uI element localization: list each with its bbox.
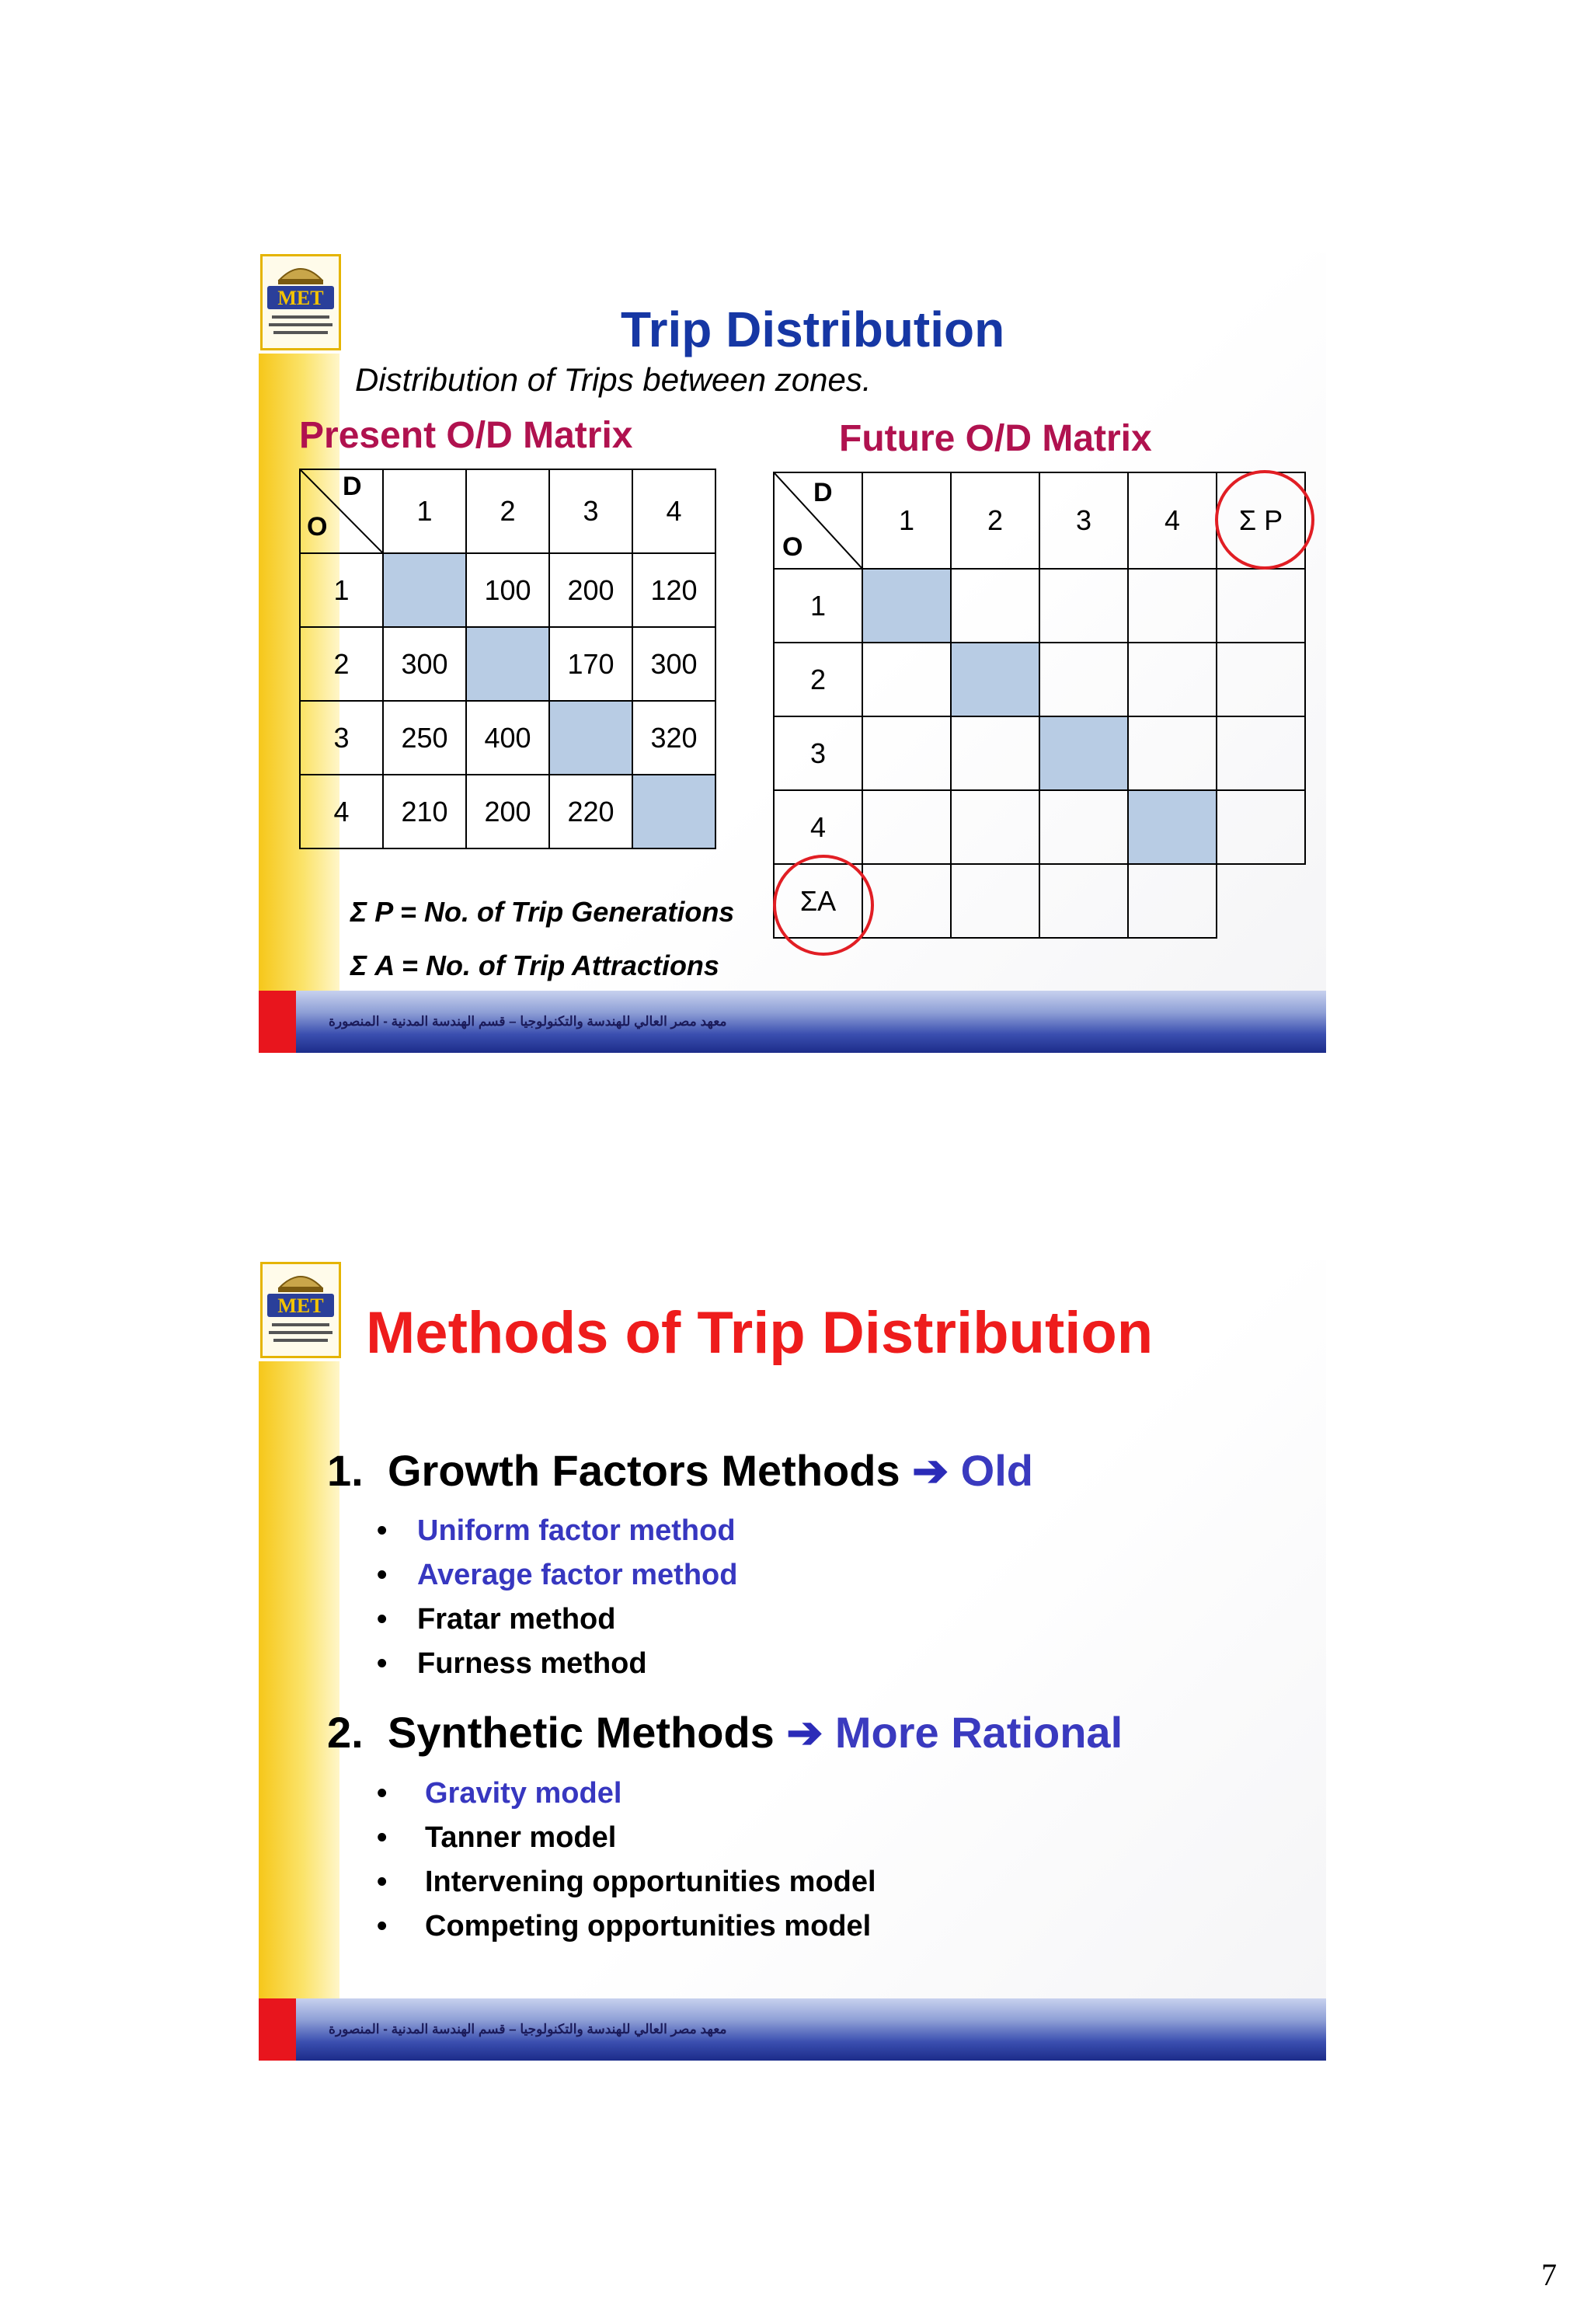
matrix-cell: 320 [632, 701, 715, 775]
diagonal-cell [1128, 790, 1217, 864]
sum-p-circle [1215, 470, 1314, 570]
list-item [377, 1821, 876, 1866]
matrix-cell [862, 643, 951, 716]
matrix-cell [1039, 569, 1128, 643]
item-label: Fratar method [417, 1603, 616, 1636]
matrix-corner [300, 469, 383, 553]
matrix-cell: 400 [466, 701, 549, 775]
item-label: Gravity model [425, 1777, 622, 1810]
matrix-cell: 200 [466, 775, 549, 848]
matrix-cell: 250 [383, 701, 466, 775]
row-header: 3 [774, 716, 862, 790]
matrix-cell [951, 716, 1039, 790]
method-tag: Old [960, 1446, 1033, 1495]
column-header: 2 [466, 469, 549, 553]
row-header: 4 [774, 790, 862, 864]
column-header: 3 [1039, 472, 1128, 569]
row-header: 3 [300, 701, 383, 775]
row-header: 2 [300, 627, 383, 701]
sum-a-circle [773, 855, 874, 956]
present-od-matrix [299, 469, 716, 849]
matrix-cell: 210 [383, 775, 466, 848]
matrix-cell [862, 864, 951, 938]
growth-factor-list [377, 1514, 737, 1692]
list-item [377, 1603, 737, 1647]
item-label: Uniform factor method [417, 1514, 736, 1547]
matrix-cell [1128, 716, 1217, 790]
method-number: 1. [327, 1446, 364, 1495]
method-heading-growth-factors [327, 1445, 1033, 1496]
item-label: Intervening opportunities model [425, 1866, 876, 1898]
matrix-cell [1217, 643, 1305, 716]
matrix-cell: 300 [383, 627, 466, 701]
column-header: 3 [549, 469, 632, 553]
matrix-cell: 120 [632, 553, 715, 627]
page-number: 7 [1541, 2257, 1557, 2292]
corner-d-label: D [343, 472, 362, 501]
column-header: 1 [383, 469, 466, 553]
diagonal-cell [951, 643, 1039, 716]
empty-corner [1217, 864, 1305, 938]
matrix-cell [1217, 716, 1305, 790]
met-logo [260, 1262, 341, 1358]
matrix-cell: 220 [549, 775, 632, 848]
footer-red-block [259, 991, 296, 1053]
matrix-cell [1128, 569, 1217, 643]
bullet-icon: • [377, 1910, 388, 1942]
column-header: 4 [632, 469, 715, 553]
logo-text: MET [277, 287, 324, 309]
matrix-cell: 100 [466, 553, 549, 627]
row-header: 2 [774, 643, 862, 716]
list-item [377, 1647, 737, 1692]
row-header: 1 [300, 553, 383, 627]
item-label: Competing opportunities model [425, 1910, 872, 1942]
arrow-icon: ➔ [912, 1446, 949, 1495]
bullet-icon: • [377, 1603, 388, 1636]
list-item [377, 1777, 876, 1821]
side-bar [259, 1260, 339, 2061]
matrix-cell [1039, 790, 1128, 864]
corner-o-label: O [782, 532, 803, 562]
diagonal-cell [549, 701, 632, 775]
slide-footer [259, 991, 1326, 1053]
footer-text: معهد مصر العالي للهندسة والتكنولوجيا – قسم الهندسة المدنية - المنصورة [329, 1014, 727, 1029]
diagonal-cell [383, 553, 466, 627]
bullet-icon: • [377, 1866, 388, 1898]
matrix-cell: 170 [549, 627, 632, 701]
present-matrix-title: Present O/D Matrix [299, 415, 633, 456]
column-header: 4 [1128, 472, 1217, 569]
matrix-cell [951, 864, 1039, 938]
matrix-cell: 200 [549, 553, 632, 627]
matrix-cell [1128, 643, 1217, 716]
row-header: 4 [300, 775, 383, 848]
list-item [377, 1910, 876, 1954]
matrix-cell: 300 [632, 627, 715, 701]
matrix-cell [1039, 864, 1128, 938]
sum-a-header: ΣA [774, 864, 862, 938]
column-header: 1 [862, 472, 951, 569]
matrix-cell [951, 790, 1039, 864]
column-header: 2 [951, 472, 1039, 569]
bullet-icon: • [377, 1821, 388, 1854]
matrix-cell [951, 569, 1039, 643]
matrix-cell [862, 790, 951, 864]
row-header: 1 [774, 569, 862, 643]
list-item [377, 1559, 737, 1603]
matrix-cell [862, 716, 951, 790]
method-tag: More Rational [834, 1708, 1123, 1757]
footer-text: معهد مصر العالي للهندسة والتكنولوجيا – قسم الهندسة المدنية - المنصورة [329, 2022, 727, 2037]
list-item [377, 1866, 876, 1910]
diagonal-cell [466, 627, 549, 701]
method-number: 2. [327, 1708, 364, 1757]
logo-text: MET [277, 1294, 324, 1317]
corner-o-label: O [307, 512, 328, 542]
matrix-cell [1128, 864, 1217, 938]
item-label: Furness method [417, 1647, 647, 1680]
future-matrix-title: Future O/D Matrix [839, 418, 1152, 459]
matrix-corner [774, 472, 862, 569]
matrix-cell [1039, 643, 1128, 716]
slide-subtitle: Distribution of Trips between zones. [355, 361, 872, 398]
bullet-icon: • [377, 1777, 388, 1810]
method-label: Growth Factors Methods [388, 1446, 900, 1495]
diagonal-cell [1039, 716, 1128, 790]
arrow-icon: ➔ [786, 1708, 823, 1757]
slide-title: Methods of Trip Distribution [366, 1300, 1154, 1366]
bullet-icon: • [377, 1559, 388, 1591]
method-label: Synthetic Methods [388, 1708, 775, 1757]
matrix-cell [1217, 790, 1305, 864]
slide-title: Trip Distribution [621, 301, 1005, 357]
corner-d-label: D [813, 478, 833, 507]
method-heading-synthetic [327, 1707, 1123, 1758]
list-item [377, 1514, 737, 1559]
legend-sum-a: Σ A = No. of Trip Attractions [350, 949, 719, 981]
met-logo [260, 254, 341, 350]
synthetic-method-list [377, 1777, 876, 1954]
slide-methods-of-trip-distribution [259, 1260, 1326, 2061]
legend-sum-p: Σ P = No. of Trip Generations [350, 896, 735, 928]
footer-red-block [259, 1998, 296, 2061]
slide-footer [259, 1998, 1326, 2061]
sum-p-header: Σ P [1217, 472, 1305, 569]
diagonal-cell [862, 569, 951, 643]
matrix-cell [1217, 569, 1305, 643]
bullet-icon: • [377, 1514, 388, 1547]
slide-trip-distribution [259, 253, 1326, 1053]
bullet-icon: • [377, 1647, 388, 1680]
item-label: Average factor method [417, 1559, 738, 1591]
item-label: Tanner model [425, 1821, 617, 1854]
diagonal-cell [632, 775, 715, 848]
